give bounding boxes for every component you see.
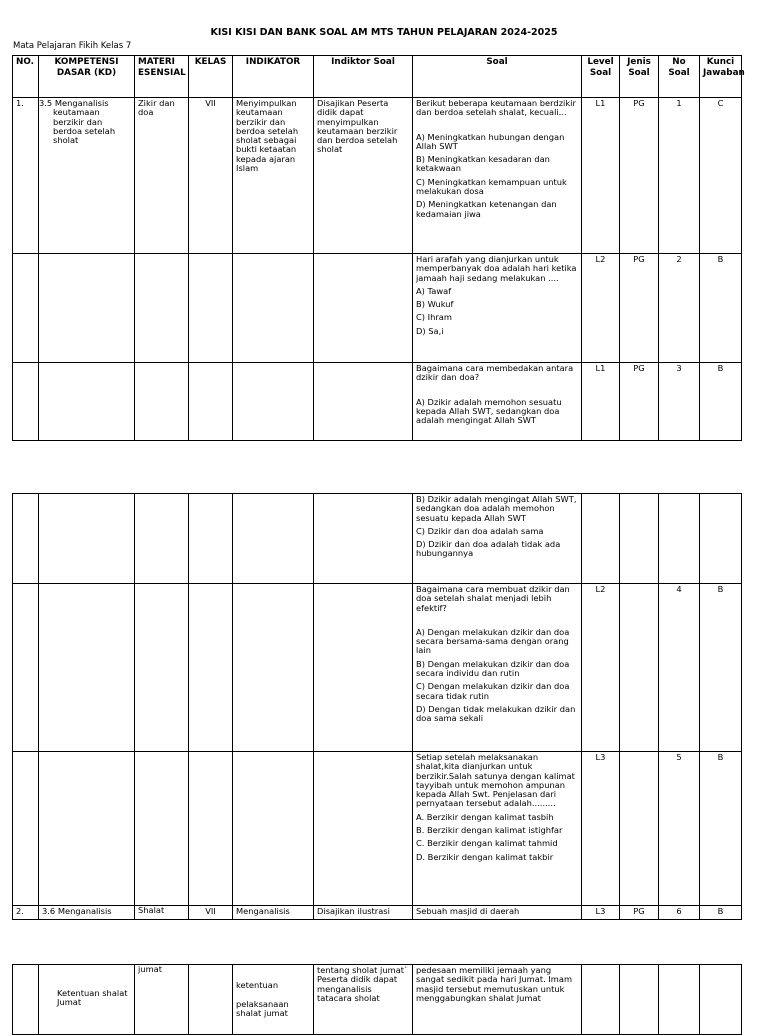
no-soal-cell: 4 <box>659 584 700 752</box>
kisi-kisi-table-page-3 <box>12 964 742 1035</box>
row-number: 1. <box>13 98 39 254</box>
option-c: C. Berzikir dengan kalimat tahmid <box>416 838 558 849</box>
option-d: D) Sa,i <box>416 325 444 336</box>
materi-cell: Zikir dan doa <box>135 98 189 254</box>
table-row <box>13 906 742 920</box>
kunci-cell: B <box>700 906 742 920</box>
table-row <box>13 363 742 441</box>
option-a: A) Meningkatkan hubungan dengan Allah SWT <box>416 131 565 151</box>
option-d: D. Berzikir dengan kalimat takbir <box>416 851 554 862</box>
option-b: B) Meningkatkan kesadaran dan ketakwaan <box>416 154 550 174</box>
question-stem: Hari arafah yang dianjurkan untuk memperbanyak doa adalah hari ketika jamaah haji sedang melakukan .... <box>416 254 577 283</box>
option-b: B) Dengan melakukan dzikir dan doa secara individu dan rutin <box>416 658 570 678</box>
kd-cell: Ketentuan shalat Jumat <box>39 965 135 1035</box>
no-soal-cell: 6 <box>659 906 700 920</box>
level-cell: L2 <box>582 584 620 752</box>
header-jenis: Jenis Soal <box>620 56 659 98</box>
option-d: D) Dengan tidak melakukan dzikir dan doa sama sekali <box>416 703 576 724</box>
question-cell <box>413 752 582 906</box>
option-a: A) Tawaf <box>416 285 452 296</box>
row-number: 2. <box>13 906 39 920</box>
level-cell: L1 <box>582 98 620 254</box>
table-row <box>13 254 742 363</box>
level-cell: L3 <box>582 752 620 906</box>
jenis-cell: PG <box>620 906 659 920</box>
option-c: C) Dengan melakukan dzikir dan doa secara tidak rutin <box>416 681 570 701</box>
indikator-soal-cell: Disajikan Peserta didik dapat menyimpulkan keutamaan berzikir dan berdoa setelah sholat <box>314 98 413 254</box>
option-d: D) Dzikir dan doa adalah tidak ada hubungannya <box>416 539 561 559</box>
materi-cell: jumat <box>135 965 189 1035</box>
option-c: C) Meningkatkan kemampuan untuk melakukan dosa <box>416 176 567 196</box>
question-cell: Sebuah masjid di daerah <box>413 906 582 920</box>
level-cell: L2 <box>582 254 620 363</box>
header-kelas: KELAS <box>189 56 233 98</box>
indikator-cell: Menyimpulkan keutamaan berzikir dan berdoa setelah sholat sebagai bukti ketaatan kepada ajaran Islam <box>233 98 314 254</box>
subject-label: Mata Pelajaran Fikih Kelas 7 <box>13 41 132 51</box>
option-c: C) Dzikir dan doa adalah sama <box>416 525 544 536</box>
header-row <box>13 56 742 98</box>
table-row <box>13 494 742 584</box>
header-materi: MATERI ESENSIAL <box>135 56 189 98</box>
option-a: A) Dengan melakukan dzikir dan doa secara bersama-sama dengan orang lain <box>416 626 570 656</box>
no-soal-cell: 1 <box>659 98 700 254</box>
question-stem: Bagaimana cara membedakan antara dzikir dan doa? <box>416 363 574 383</box>
option-b: B) Wukuf <box>416 299 454 310</box>
header-indikator-soal: Indiktor Soal <box>314 56 413 98</box>
kisi-kisi-table-page-1 <box>12 55 745 441</box>
kunci-cell: C <box>700 98 742 254</box>
header-no: NO. <box>13 56 39 98</box>
kunci-cell: B <box>700 254 742 363</box>
option-b: B) Dzikir adalah mengingat Allah SWT, sedangkan doa adalah memohon sesuatu kepada Allah SWT <box>416 494 577 523</box>
header-indikator: INDIKATOR <box>233 56 314 98</box>
kd-cell: 3.5 Menganalisis keutamaan berzikir dan berdoa setelah sholat <box>39 98 135 254</box>
header-kunci: Kunci Jawaban <box>700 56 742 98</box>
kisi-kisi-table-page-2 <box>12 493 742 920</box>
jenis-cell <box>620 584 659 752</box>
table-row <box>13 98 742 254</box>
no-soal-cell: 2 <box>659 254 700 363</box>
jenis-cell: PG <box>620 363 659 441</box>
question-cell <box>413 494 582 584</box>
option-c: C) Ihram <box>416 312 452 323</box>
question-cell <box>413 584 582 752</box>
jenis-cell: PG <box>620 98 659 254</box>
header-no-soal: No Soal <box>659 56 700 98</box>
kelas-cell: VII <box>189 98 233 254</box>
document-title: KISI KISI DAN BANK SOAL AM MTS TAHUN PELAJARAN 2024-2025 <box>210 27 558 38</box>
indikator-cell: Menganalisis <box>233 906 314 920</box>
materi-cell: Shalat <box>135 906 189 920</box>
table-row <box>13 752 742 906</box>
table-row <box>13 965 742 1035</box>
indikator-soal-cell: Disajikan ilustrasi <box>314 906 413 920</box>
kunci-cell: B <box>700 363 742 441</box>
indikator-soal-cell: tentang sholat jumat` Peserta didik dapat menganalisis tatacara sholat <box>314 965 413 1035</box>
question-stem: Bagaimana cara membuat dzikir dan doa setelah shalat menjadi lebih efektif? <box>416 584 570 613</box>
question-stem: Berikut beberapa keutamaan berdzikir dan berdoa setelah shalat, kecuali... <box>416 98 576 118</box>
option-d: D) Meningkatkan ketenangan dan kedamaian jiwa <box>416 199 557 219</box>
table-row <box>13 584 742 752</box>
no-soal-cell: 3 <box>659 363 700 441</box>
option-b: B. Berzikir dengan kalimat istighfar <box>416 824 563 835</box>
jenis-cell <box>620 752 659 906</box>
header-kd: KOMPETENSI DASAR (KD) <box>39 56 135 98</box>
kd-cell: 3.6 Menganalisis <box>39 906 135 920</box>
kunci-cell: B <box>700 752 742 906</box>
jenis-cell: PG <box>620 254 659 363</box>
level-cell: L1 <box>582 363 620 441</box>
kelas-cell: VII <box>189 906 233 920</box>
question-cell: pedesaan memiliki jemaah yang sangat sedikit pada hari Jumat. Imam masjid tersebut memutuskan untuk menggabungkan shalat Jumat <box>413 965 582 1035</box>
question-cell <box>413 363 582 441</box>
header-soal: Soal <box>413 56 582 98</box>
option-a: A) Dzikir adalah memohon sesuatu kepada Allah SWT, sedangkan doa adalah mengingat Allah SWT <box>416 396 562 426</box>
question-cell <box>413 254 582 363</box>
kunci-cell: B <box>700 584 742 752</box>
indikator-cell: ketentuan pelaksanaan shalat jumat <box>233 965 314 1035</box>
level-cell: L3 <box>582 906 620 920</box>
header-level: Level Soal <box>582 56 620 98</box>
question-cell <box>413 98 582 254</box>
no-soal-cell: 5 <box>659 752 700 906</box>
option-a: A. Berzikir dengan kalimat tasbih <box>416 811 554 822</box>
question-stem: Setiap setelah melaksanakan shalat,kita dianjurkan untuk berzikir.Salah satunya dengan kalimat tayyibah untuk memohon ampunan kepada Allah Swt. Penjelasan dari pernyataan tersebut adalah......... <box>416 752 575 809</box>
